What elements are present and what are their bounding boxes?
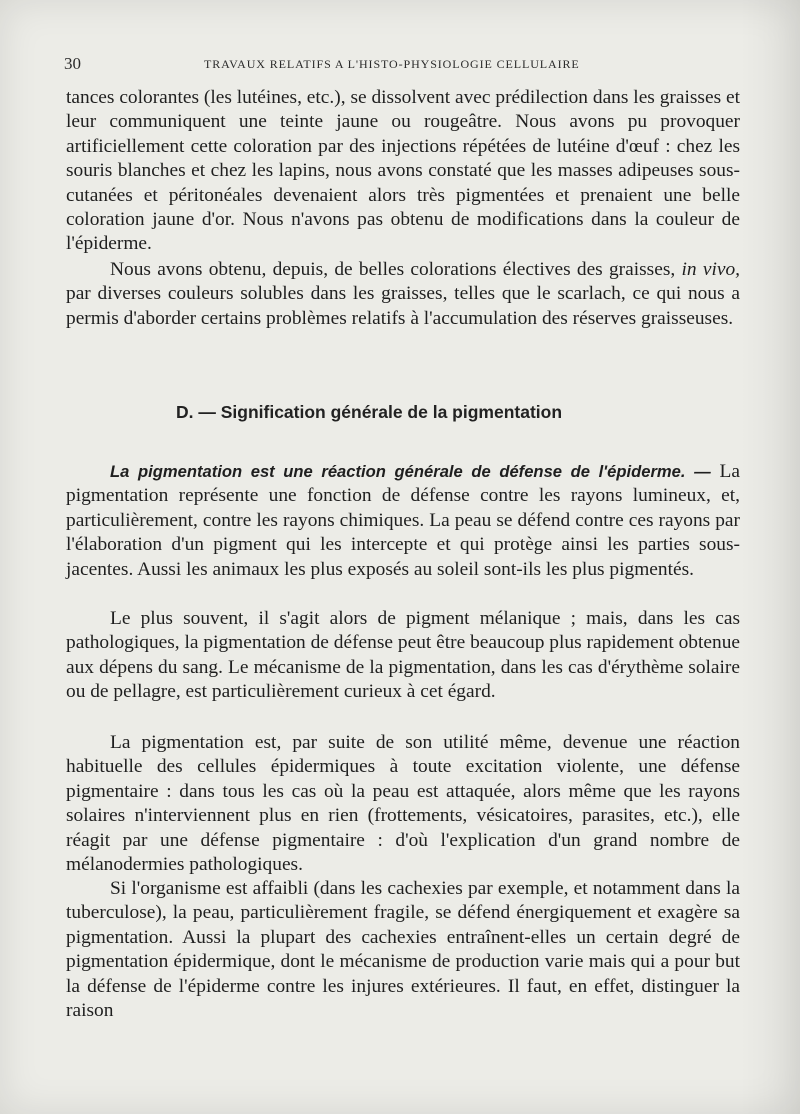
paragraph-text: par diverses couleurs solubles dans les graisses, telles que le scarlach, ce qui nous a permis d'aborder certains problèmes relatifs à l'accumulation des réserves graisseuses. (66, 283, 740, 329)
section-heading-text: D. — Signification générale de la pigmentation (176, 402, 563, 422)
paragraph-defense (66, 460, 740, 582)
italic-term: in vivo, (681, 259, 740, 280)
paragraph-melanic: Le plus souvent, il s'agit alors de pigment mélanique ; mais, dans les cas pathologiques, la pigmentation de défense peut être beaucoup plus rapidement obtenue aux dépens du sang. Le mécanisme de la pigmentation, dans les cas d'érythème solaire ou de pellagre, est particulièrement curieux à cet égard. (66, 608, 740, 703)
paragraph-lead: La pigmentation est une réaction générale de défense de l'épiderme. — (110, 462, 711, 481)
running-title: TRAVAUX RELATIFS A L'HISTO-PHYSIOLOGIE CELLULAIRE (204, 57, 580, 71)
paragraph-continuation: tances colorantes (les lutéines, etc.), se dissolvent avec prédilection dans les graisses et leur communiquent une teinte jaune ou rougeâtre. Nous avons pu provoquer artificiellement cette coloration par des injections répétées de lutéine d'œuf : chez les souris blanches et chez les lapins, nous avons constaté que les masses adipeuses sous-cutanées et péritonéales devenaient alors très pigmentées et prenaient une belle coloration jaune d'or. Nous n'avons pas obtenu de modifications dans la couleur de l'épiderme. (66, 87, 740, 255)
running-header (64, 54, 740, 74)
paragraph-habitual-reaction: La pigmentation est, par suite de son utilité même, devenue une réaction habituelle des cellules épidermiques à toute excitation violente, une défense pigmentaire : dans tous les cas où la peau est attaquée, alors même que les rayons solaires n'interviennent plus en rien (frottements, vésicatoires, parasites, etc.), elle réagit par une défense pigmentaire : d'où l'explication d'un grand nombre de mélanodermies pathologiques. (66, 732, 740, 876)
paragraph-text: Nous avons obtenu, depuis, de belles colorations électives des graisses, (110, 259, 676, 280)
page-number: 30 (64, 54, 81, 73)
paragraph-staining (66, 258, 740, 331)
page-edge-shadow (740, 0, 800, 1114)
section-heading (66, 402, 740, 423)
paragraph-cachexia: Si l'organisme est affaibli (dans les cachexies par exemple, et notamment dans la tuberculose), la peau, particulièrement fragile, se défend énergiquement et exagère sa pigmentation. Aussi la plupart des cachexies entraînent-elles un certain degré de pigmentation épidermique, dont le mécanisme de production varie mais qui a pour but la défense de l'épiderme contre les injures extérieures. Il faut, en effet, distinguer la raison (66, 878, 740, 1022)
paragraph-text: La pigmentation représente une fonction de défense contre les rayons lumineux, et, particulièrement, contre les rayons chimiques. La peau se défend contre ces rayons par l'élaboration d'un pigment qui les intercepte et qui protège ainsi les parties sous-jacentes. Aussi les animaux les plus exposés au soleil sont-ils les plus pigmentés. (66, 461, 740, 580)
